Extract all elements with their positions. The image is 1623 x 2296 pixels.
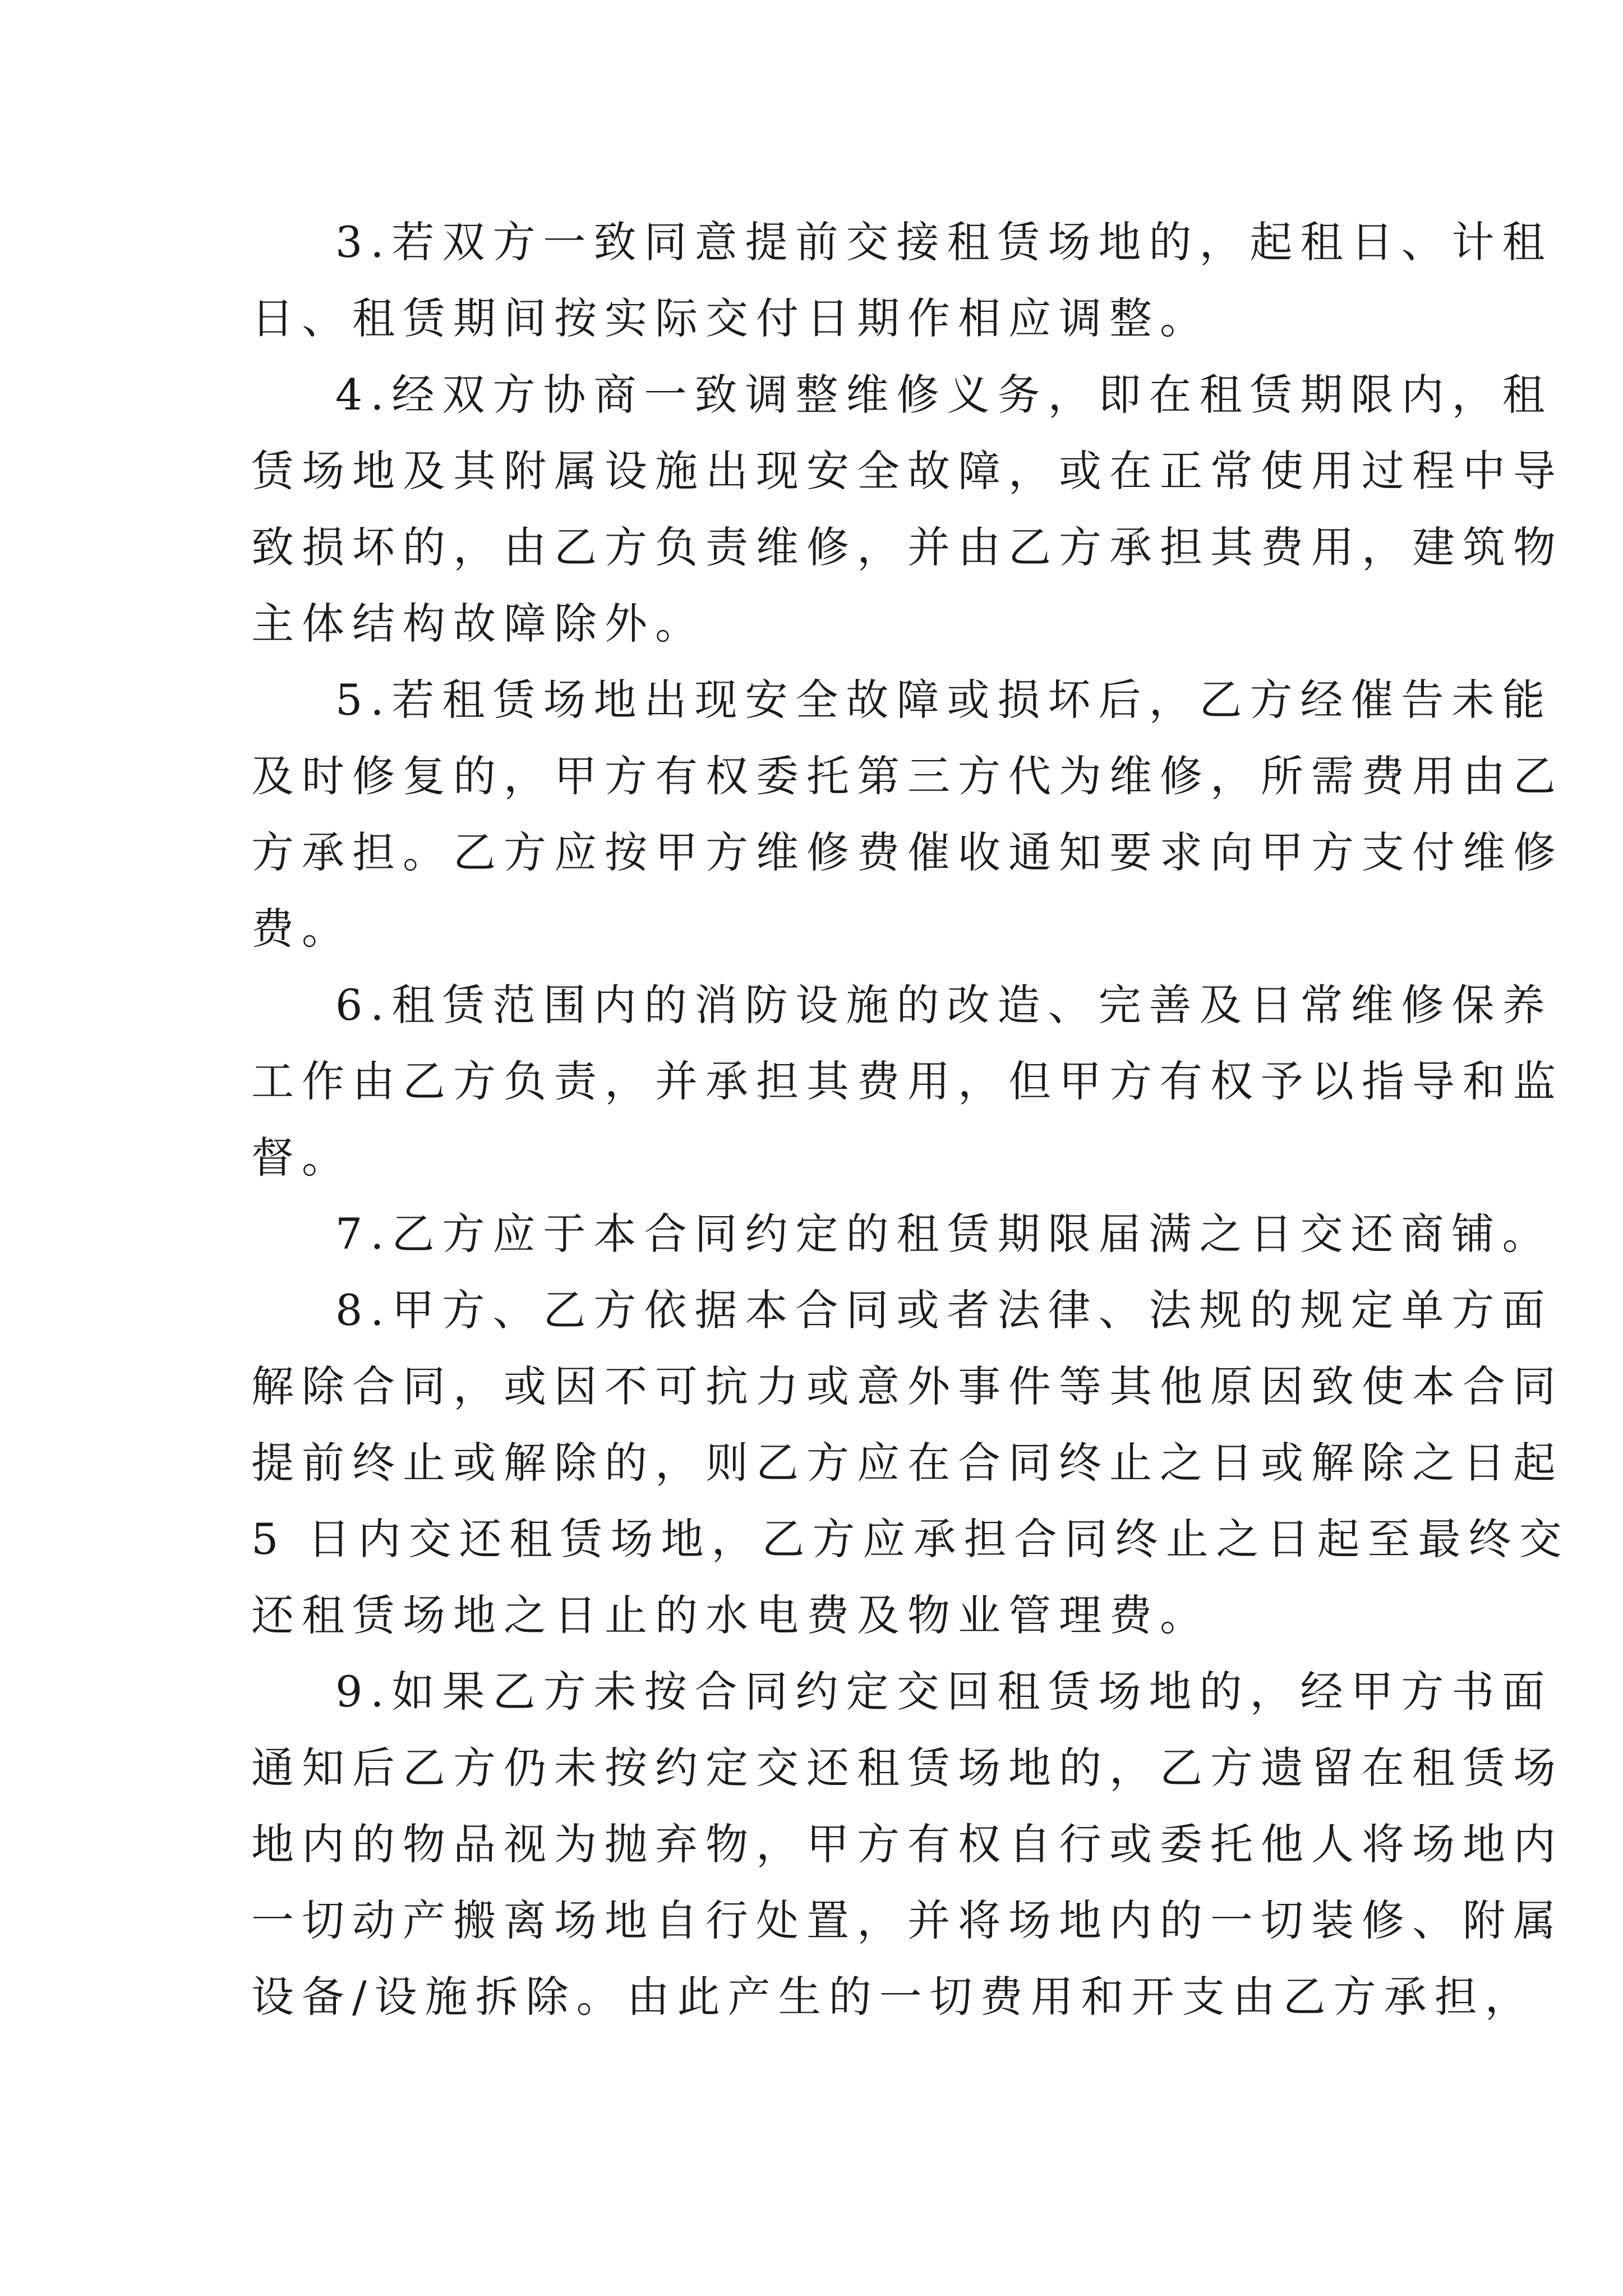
text-line: 5 日内交还租赁场地，乙方应承担合同终止之日起至最终交 <box>251 1514 1570 1564</box>
text-line: 7.乙方应于本合同约定的租赁期限届满之日交还商铺。 <box>335 1209 1553 1259</box>
text-line: 工作由乙方负责，并承担其费用，但甲方有权予以指导和监 <box>251 1056 1564 1106</box>
text-line: 通知后乙方仍未按约定交还租赁场地的，乙方遗留在租赁场 <box>251 1743 1564 1793</box>
text-line: 日、租赁期间按实际交付日期作相应调整。 <box>251 293 1210 343</box>
text-line: 致损坏的，由乙方负责维修，并由乙方承担其费用，建筑物 <box>251 522 1564 572</box>
text-line: 8.甲方、乙方依据本合同或者法律、法规的规定单方面 <box>335 1285 1553 1335</box>
text-line: 设备/设施拆除。由此产生的一切费用和开支由乙方承担， <box>251 1972 1536 2022</box>
text-line: 6.租赁范围内的消防设施的改造、完善及日常维修保养 <box>335 980 1553 1030</box>
text-line: 提前终止或解除的，则乙方应在合同终止之日或解除之日起 <box>251 1438 1564 1488</box>
text-line: 赁场地及其附属设施出现安全故障，或在正常使用过程中导 <box>251 446 1564 496</box>
text-line: 地内的物品视为抛弃物，甲方有权自行或委托他人将场地内 <box>251 1819 1564 1869</box>
text-line: 解除合同，或因不可抗力或意外事件等其他原因致使本合同 <box>251 1361 1564 1411</box>
text-line: 4.经双方协商一致调整维修义务，即在租赁期限内，租 <box>335 370 1553 420</box>
text-line: 主体结构故障除外。 <box>251 599 706 648</box>
text-line: 3.若双方一致同意提前交接租赁场地的，起租日、计租 <box>335 217 1553 267</box>
text-line: 5.若租赁场地出现安全故障或损坏后，乙方经催告未能 <box>335 675 1553 725</box>
text-line: 督。 <box>251 1133 352 1182</box>
text-line: 及时修复的，甲方有权委托第三方代为维修，所需费用由乙 <box>251 751 1564 801</box>
text-line: 9.如果乙方未按合同约定交回租赁场地的，经甲方书面 <box>335 1667 1553 1717</box>
text-line: 还租赁场地之日止的水电费及物业管理费。 <box>251 1590 1210 1640</box>
text-line: 费。 <box>251 904 352 954</box>
text-line: 一切动产搬离场地自行处置，并将场地内的一切装修、附属 <box>251 1895 1564 1945</box>
text-line: 方承担。乙方应按甲方维修费催收通知要求向甲方支付维修 <box>251 827 1564 877</box>
